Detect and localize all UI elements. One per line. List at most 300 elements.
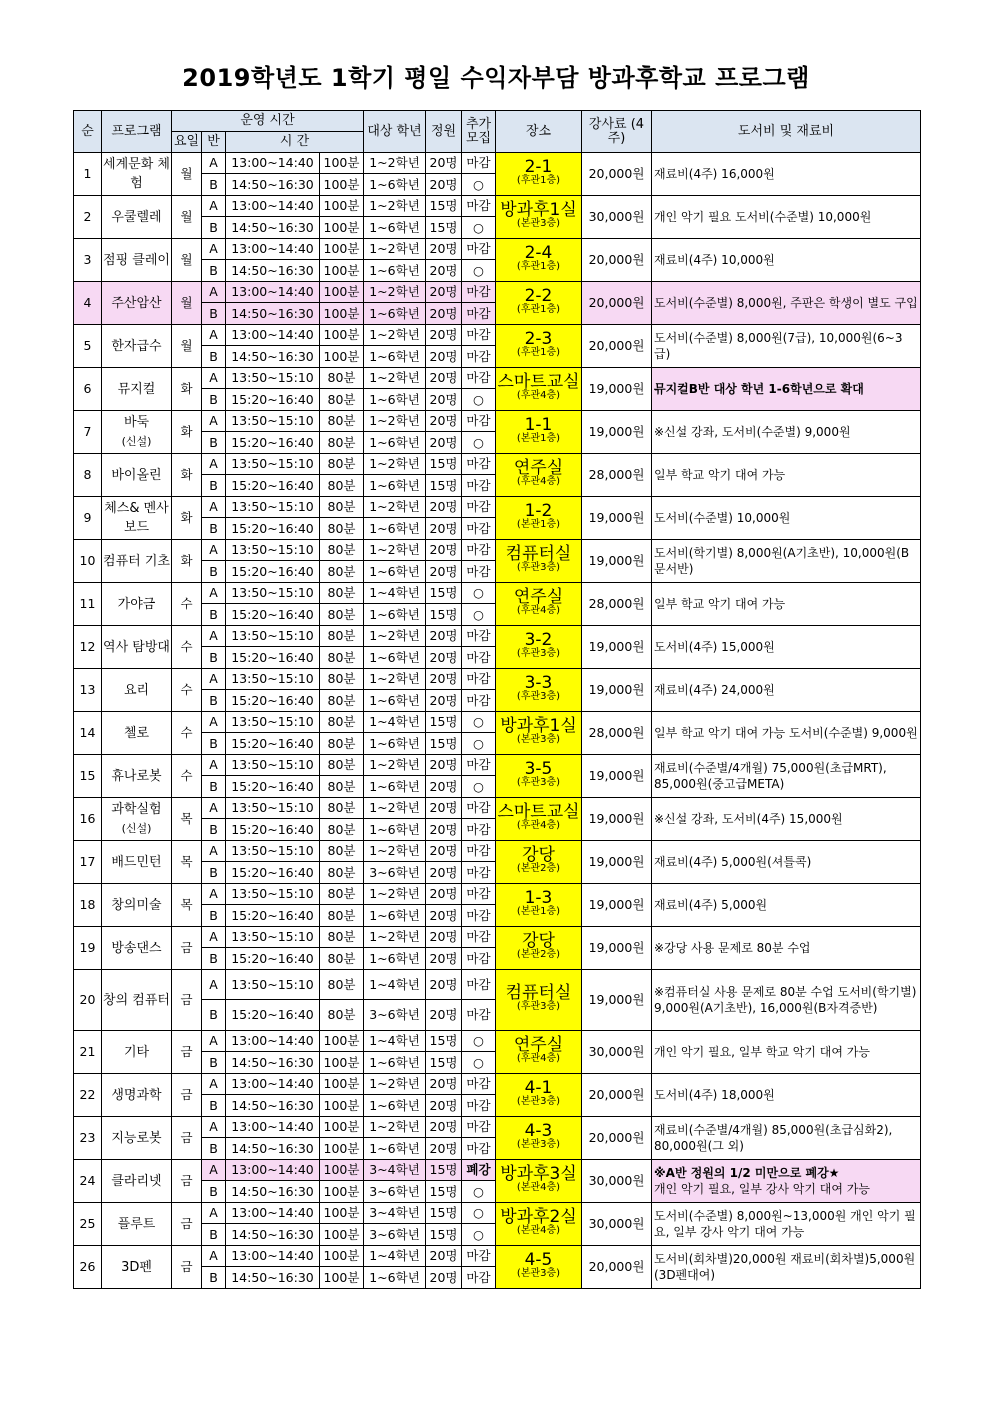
day-cell: 목 xyxy=(172,798,202,841)
grade-b: 1~6학년 xyxy=(364,1052,426,1074)
class-b: B xyxy=(202,518,226,540)
row-no: 4 xyxy=(74,282,102,325)
time-a: 13:00~14:40 xyxy=(226,1031,320,1052)
capacity-b: 15명 xyxy=(426,217,462,239)
duration-a: 100분 xyxy=(320,282,364,303)
note-text: 일부 학교 악기 대여 가능 xyxy=(654,597,786,611)
fee-cell: 30,000원 xyxy=(582,1160,652,1203)
program-cell xyxy=(102,927,172,970)
place-cell xyxy=(496,583,582,626)
extra-b: 마감 xyxy=(462,1095,496,1117)
program-name: 기타 xyxy=(123,1044,150,1060)
grade-b: 1~6학년 xyxy=(364,1138,426,1160)
table-row xyxy=(74,239,921,260)
capacity-a: 20명 xyxy=(426,153,462,174)
time-a: 13:50~15:10 xyxy=(226,411,320,432)
class-a: A xyxy=(202,1246,226,1267)
time-b: 14:50~16:30 xyxy=(226,260,320,282)
place-room: 방과후1실 xyxy=(500,200,577,220)
grade-b: 1~6학년 xyxy=(364,647,426,669)
duration-a: 80분 xyxy=(320,712,364,733)
day-cell: 금 xyxy=(172,1031,202,1074)
day-cell: 화 xyxy=(172,411,202,454)
grade-a: 1~4학년 xyxy=(364,712,426,733)
grade-a: 1~2학년 xyxy=(364,669,426,690)
fee-cell: 19,000원 xyxy=(582,626,652,669)
grade-a: 1~2학년 xyxy=(364,325,426,346)
header-extra: 추가 모집 xyxy=(462,111,496,153)
program-name: 창의미술 xyxy=(111,897,162,913)
note-text: 도서비(4주) 15,000원 xyxy=(654,640,775,654)
capacity-b: 15명 xyxy=(426,1052,462,1074)
time-b: 15:20~16:40 xyxy=(226,432,320,454)
duration-a: 100분 xyxy=(320,1203,364,1224)
note-text: 개인 악기 필요 도서비(수준별) 10,000원 xyxy=(654,210,872,224)
grade-a: 1~2학년 xyxy=(364,626,426,647)
day-cell: 금 xyxy=(172,1117,202,1160)
row-no: 26 xyxy=(74,1246,102,1289)
class-a: A xyxy=(202,454,226,475)
program-name: 바둑 xyxy=(123,415,150,430)
fee-cell: 28,000원 xyxy=(582,454,652,497)
duration-b: 80분 xyxy=(320,862,364,884)
grade-a: 1~2학년 xyxy=(364,497,426,518)
time-b: 14:50~16:30 xyxy=(226,1267,320,1289)
class-b: B xyxy=(202,432,226,454)
place-room: 1-1 xyxy=(524,415,553,435)
notes-cell xyxy=(652,626,921,669)
duration-b: 80분 xyxy=(320,432,364,454)
class-b: B xyxy=(202,174,226,196)
extra-b: ○ xyxy=(462,733,496,755)
extra-a: 마감 xyxy=(462,497,496,518)
capacity-b: 20명 xyxy=(426,819,462,841)
place-building: (본관2층) xyxy=(516,949,561,960)
place-cell xyxy=(496,1246,582,1289)
program-name: 첼로 xyxy=(123,725,150,741)
notes-cell xyxy=(652,884,921,927)
class-a: A xyxy=(202,1160,226,1181)
program-name: 세계문화 체험 xyxy=(103,157,170,191)
day-cell: 월 xyxy=(172,239,202,282)
class-b: B xyxy=(202,260,226,282)
place-building: (후관1층) xyxy=(516,175,561,186)
place-cell xyxy=(496,540,582,583)
time-b: 15:20~16:40 xyxy=(226,819,320,841)
place-cell xyxy=(496,325,582,368)
note-text: 도서비(수준별) 8,000원~13,000원 개인 악기 필요, 일부 강사 악기 대여 가능 xyxy=(654,1209,916,1239)
class-b: B xyxy=(202,647,226,669)
day-cell: 화 xyxy=(172,497,202,540)
program-cell xyxy=(102,1074,172,1117)
extra-a: ○ xyxy=(462,1203,496,1224)
time-a: 13:50~15:10 xyxy=(226,841,320,862)
duration-a: 80분 xyxy=(320,755,364,776)
place-cell xyxy=(496,497,582,540)
row-no: 12 xyxy=(74,626,102,669)
place-room: 방과후2실 xyxy=(500,1207,577,1227)
grade-b: 1~6학년 xyxy=(364,733,426,755)
time-a: 13:00~14:40 xyxy=(226,282,320,303)
class-a: A xyxy=(202,411,226,432)
program-name: 지능로봇 xyxy=(111,1130,162,1146)
duration-a: 80분 xyxy=(320,841,364,862)
capacity-a: 20명 xyxy=(426,927,462,948)
place-building: (본관3층) xyxy=(516,1139,561,1150)
grade-b: 1~6학년 xyxy=(364,819,426,841)
grade-a: 1~2학년 xyxy=(364,1117,426,1138)
extra-a: ○ xyxy=(462,583,496,604)
grade-b: 1~6학년 xyxy=(364,260,426,282)
extra-a: 마감 xyxy=(462,239,496,260)
program-name: 배드민턴 xyxy=(111,854,162,870)
time-a: 13:00~14:40 xyxy=(226,325,320,346)
duration-a: 80분 xyxy=(320,884,364,905)
place-room: 컴퓨터실 xyxy=(505,983,572,1003)
capacity-b: 20명 xyxy=(426,518,462,540)
program-table xyxy=(73,110,921,1289)
program-name: 생명과학 xyxy=(111,1087,162,1103)
fee-cell: 19,000원 xyxy=(582,497,652,540)
capacity-b: 20명 xyxy=(426,1000,462,1031)
duration-b: 100분 xyxy=(320,303,364,325)
program-cell xyxy=(102,368,172,411)
program-name: 3D펜 xyxy=(121,1259,152,1275)
extra-a: 마감 xyxy=(462,325,496,346)
class-a: A xyxy=(202,1074,226,1095)
class-a: A xyxy=(202,970,226,1000)
row-no: 2 xyxy=(74,196,102,239)
fee-cell: 19,000원 xyxy=(582,368,652,411)
place-building: (후관4층) xyxy=(516,605,561,616)
extra-b: ○ xyxy=(462,432,496,454)
table-row xyxy=(74,1203,921,1224)
capacity-a: 20명 xyxy=(426,325,462,346)
time-a: 13:00~14:40 xyxy=(226,239,320,260)
duration-b: 80분 xyxy=(320,1000,364,1031)
notes-cell xyxy=(652,970,921,1031)
capacity-a: 20명 xyxy=(426,540,462,561)
extra-b: ○ xyxy=(462,776,496,798)
time-b: 14:50~16:30 xyxy=(226,1095,320,1117)
table-row xyxy=(74,497,921,518)
note-text: 재료비(4주) 10,000원 xyxy=(654,253,775,267)
extra-b: 마감 xyxy=(462,475,496,497)
time-a: 13:50~15:10 xyxy=(226,970,320,1000)
program-rows xyxy=(74,153,921,1289)
duration-b: 80분 xyxy=(320,690,364,712)
extra-a: 마감 xyxy=(462,1074,496,1095)
row-no: 15 xyxy=(74,755,102,798)
grade-a: 1~2학년 xyxy=(364,927,426,948)
place-cell xyxy=(496,1074,582,1117)
grade-b: 1~6학년 xyxy=(364,217,426,239)
row-no: 5 xyxy=(74,325,102,368)
time-b: 15:20~16:40 xyxy=(226,948,320,970)
row-no: 7 xyxy=(74,411,102,454)
time-a: 13:00~14:40 xyxy=(226,153,320,174)
time-b: 14:50~16:30 xyxy=(226,1224,320,1246)
header-place: 장소 xyxy=(496,111,582,153)
fee-cell: 28,000원 xyxy=(582,583,652,626)
capacity-a: 20명 xyxy=(426,798,462,819)
note-text: 일부 학교 악기 대여 가능 xyxy=(654,468,786,482)
note-text: ※신설 강좌, 도서비(수준별) 9,000원 xyxy=(654,425,851,439)
extra-b: ○ xyxy=(462,1181,496,1203)
grade-b: 1~6학년 xyxy=(364,518,426,540)
duration-a: 100분 xyxy=(320,1074,364,1095)
class-b: B xyxy=(202,346,226,368)
duration-a: 100분 xyxy=(320,1246,364,1267)
grade-b: 1~6학년 xyxy=(364,561,426,583)
note-text: 재료비(4주) 24,000원 xyxy=(654,683,775,697)
place-cell xyxy=(496,712,582,755)
time-a: 13:50~15:10 xyxy=(226,884,320,905)
grade-b: 3~6학년 xyxy=(364,1224,426,1246)
program-cell xyxy=(102,325,172,368)
program-cell xyxy=(102,196,172,239)
extra-a: 마감 xyxy=(462,798,496,819)
class-a: A xyxy=(202,669,226,690)
place-cell xyxy=(496,368,582,411)
time-a: 13:50~15:10 xyxy=(226,712,320,733)
fee-cell: 20,000원 xyxy=(582,282,652,325)
row-no: 18 xyxy=(74,884,102,927)
time-a: 13:50~15:10 xyxy=(226,540,320,561)
row-no: 13 xyxy=(74,669,102,712)
row-no: 14 xyxy=(74,712,102,755)
table-row xyxy=(74,884,921,905)
duration-a: 80분 xyxy=(320,626,364,647)
program-sub: (신설) xyxy=(121,822,152,835)
extra-b: 마감 xyxy=(462,862,496,884)
place-cell xyxy=(496,196,582,239)
fee-cell: 19,000원 xyxy=(582,755,652,798)
notes-cell xyxy=(652,1031,921,1074)
row-no: 19 xyxy=(74,927,102,970)
program-cell xyxy=(102,497,172,540)
grade-b: 1~6학년 xyxy=(364,1267,426,1289)
duration-b: 100분 xyxy=(320,1095,364,1117)
time-b: 14:50~16:30 xyxy=(226,1138,320,1160)
class-b: B xyxy=(202,604,226,626)
grade-a: 1~2학년 xyxy=(364,196,426,217)
program-cell xyxy=(102,798,172,841)
time-b: 15:20~16:40 xyxy=(226,389,320,411)
place-cell xyxy=(496,239,582,282)
header-target: 대상 학년 xyxy=(364,111,426,153)
program-name: 가야금 xyxy=(117,596,156,612)
note-text-2: 개인 악기 필요, 일부 강사 악기 대여 가능 xyxy=(654,1182,870,1196)
extra-b: ○ xyxy=(462,1052,496,1074)
duration-b: 80분 xyxy=(320,561,364,583)
duration-a: 80분 xyxy=(320,798,364,819)
day-cell: 수 xyxy=(172,712,202,755)
capacity-b: 20명 xyxy=(426,303,462,325)
time-b: 15:20~16:40 xyxy=(226,561,320,583)
program-cell xyxy=(102,1160,172,1203)
notes-cell xyxy=(652,841,921,884)
program-name: 요리 xyxy=(123,682,150,698)
note-text: 재료비(수준별/4개월) 85,000원(초급심화2), 80,000원(그 외) xyxy=(654,1123,893,1153)
class-a: A xyxy=(202,583,226,604)
header-fee: 강사료 (4주) xyxy=(582,111,652,153)
time-a: 13:00~14:40 xyxy=(226,196,320,217)
extra-b: 마감 xyxy=(462,1267,496,1289)
place-room: 3-5 xyxy=(524,759,553,779)
class-b: B xyxy=(202,561,226,583)
duration-a: 80분 xyxy=(320,368,364,389)
grade-a: 3~4학년 xyxy=(364,1203,426,1224)
capacity-a: 20명 xyxy=(426,1074,462,1095)
capacity-b: 20명 xyxy=(426,948,462,970)
duration-a: 80분 xyxy=(320,454,364,475)
capacity-a: 20명 xyxy=(426,626,462,647)
notes-cell xyxy=(652,1074,921,1117)
capacity-a: 20명 xyxy=(426,970,462,1000)
note-text: 재료비(수준별/4개월) 75,000원(초급MRT), 85,000원(중고급META) xyxy=(654,761,887,791)
header-capacity: 정원 xyxy=(426,111,462,153)
place-building: (본관1층) xyxy=(516,519,561,530)
grade-a: 1~4학년 xyxy=(364,970,426,1000)
header-day: 요일 xyxy=(172,132,202,153)
grade-a: 1~2학년 xyxy=(364,153,426,174)
time-a: 13:00~14:40 xyxy=(226,1117,320,1138)
class-b: B xyxy=(202,862,226,884)
program-cell xyxy=(102,1246,172,1289)
extra-b: ○ xyxy=(462,604,496,626)
extra-a: 마감 xyxy=(462,669,496,690)
program-cell xyxy=(102,540,172,583)
program-name: 체스& 멘사보드 xyxy=(104,501,169,535)
time-a: 13:00~14:40 xyxy=(226,1246,320,1267)
capacity-a: 15명 xyxy=(426,712,462,733)
fee-cell: 20,000원 xyxy=(582,239,652,282)
program-cell xyxy=(102,1031,172,1074)
grade-a: 1~2학년 xyxy=(364,884,426,905)
program-cell xyxy=(102,755,172,798)
program-cell xyxy=(102,626,172,669)
duration-b: 100분 xyxy=(320,1181,364,1203)
header-class: 반 xyxy=(202,132,226,153)
place-room: 연주실 xyxy=(513,587,564,607)
fee-cell: 20,000원 xyxy=(582,325,652,368)
capacity-b: 15명 xyxy=(426,1181,462,1203)
duration-b: 100분 xyxy=(320,1267,364,1289)
place-building: (후관3층) xyxy=(516,562,561,573)
grade-b: 3~6학년 xyxy=(364,1000,426,1031)
time-b: 15:20~16:40 xyxy=(226,862,320,884)
extra-b: ○ xyxy=(462,389,496,411)
notes-cell xyxy=(652,1160,921,1203)
row-no: 22 xyxy=(74,1074,102,1117)
grade-b: 1~6학년 xyxy=(364,776,426,798)
capacity-a: 20명 xyxy=(426,411,462,432)
program-name: 휴나로봇 xyxy=(111,768,162,784)
duration-a: 100분 xyxy=(320,196,364,217)
extra-a: ○ xyxy=(462,712,496,733)
row-no: 16 xyxy=(74,798,102,841)
capacity-a: 20명 xyxy=(426,282,462,303)
place-building: (후관4층) xyxy=(516,820,561,831)
program-cell xyxy=(102,712,172,755)
duration-a: 100분 xyxy=(320,1031,364,1052)
day-cell: 목 xyxy=(172,841,202,884)
time-b: 15:20~16:40 xyxy=(226,1000,320,1031)
grade-b: 3~6학년 xyxy=(364,862,426,884)
class-b: B xyxy=(202,475,226,497)
table-row xyxy=(74,282,921,303)
row-no: 24 xyxy=(74,1160,102,1203)
note-text: 뮤지컬B반 대상 학년 1-6학년으로 확대 xyxy=(654,382,864,396)
place-cell xyxy=(496,970,582,1031)
class-a: A xyxy=(202,325,226,346)
place-room: 1-2 xyxy=(524,501,553,521)
note-text: 개인 악기 필요, 일부 학교 악기 대여 가능 xyxy=(654,1045,870,1059)
day-cell: 금 xyxy=(172,1203,202,1246)
place-room: 4-1 xyxy=(524,1078,553,1098)
capacity-a: 15명 xyxy=(426,1160,462,1181)
extra-a: 마감 xyxy=(462,282,496,303)
class-b: B xyxy=(202,1095,226,1117)
grade-a: 1~2학년 xyxy=(364,755,426,776)
extra-b: 마감 xyxy=(462,561,496,583)
extra-a: 마감 xyxy=(462,411,496,432)
program-cell xyxy=(102,841,172,884)
place-building: (본관1층) xyxy=(516,433,561,444)
row-no: 3 xyxy=(74,239,102,282)
notes-cell xyxy=(652,411,921,454)
place-building: (본관4층) xyxy=(516,1225,561,1236)
program-name: 뮤지컬 xyxy=(117,381,156,397)
capacity-a: 20명 xyxy=(426,841,462,862)
place-building: (후관3층) xyxy=(516,691,561,702)
class-a: A xyxy=(202,282,226,303)
extra-b: 마감 xyxy=(462,1138,496,1160)
table-row xyxy=(74,583,921,604)
day-cell: 금 xyxy=(172,970,202,1031)
extra-a: ○ xyxy=(462,1031,496,1052)
time-b: 14:50~16:30 xyxy=(226,174,320,196)
place-room: 2-1 xyxy=(524,157,553,177)
duration-b: 80분 xyxy=(320,733,364,755)
table-row xyxy=(74,411,921,432)
capacity-b: 20명 xyxy=(426,561,462,583)
fee-cell: 19,000원 xyxy=(582,669,652,712)
table-row xyxy=(74,798,921,819)
table-row xyxy=(74,1117,921,1138)
fee-cell: 30,000원 xyxy=(582,1031,652,1074)
duration-a: 100분 xyxy=(320,1160,364,1181)
notes-cell xyxy=(652,239,921,282)
time-a: 13:50~15:10 xyxy=(226,454,320,475)
capacity-b: 15명 xyxy=(426,733,462,755)
capacity-b: 20명 xyxy=(426,690,462,712)
note-text: 도서비(수준별) 8,000원, 주판은 학생이 별도 구입 xyxy=(654,296,918,310)
capacity-a: 20명 xyxy=(426,368,462,389)
note-text: 도서비(회차별)20,000원 재료비(회차별)5,000원(3D펜대여) xyxy=(654,1252,916,1282)
extra-a: 마감 xyxy=(462,884,496,905)
program-cell xyxy=(102,411,172,454)
notes-cell xyxy=(652,927,921,970)
class-b: B xyxy=(202,1138,226,1160)
time-b: 15:20~16:40 xyxy=(226,733,320,755)
capacity-b: 20명 xyxy=(426,260,462,282)
extra-b: 마감 xyxy=(462,905,496,927)
place-cell xyxy=(496,153,582,196)
program-name: 방송댄스 xyxy=(111,940,162,956)
time-a: 13:00~14:40 xyxy=(226,1074,320,1095)
